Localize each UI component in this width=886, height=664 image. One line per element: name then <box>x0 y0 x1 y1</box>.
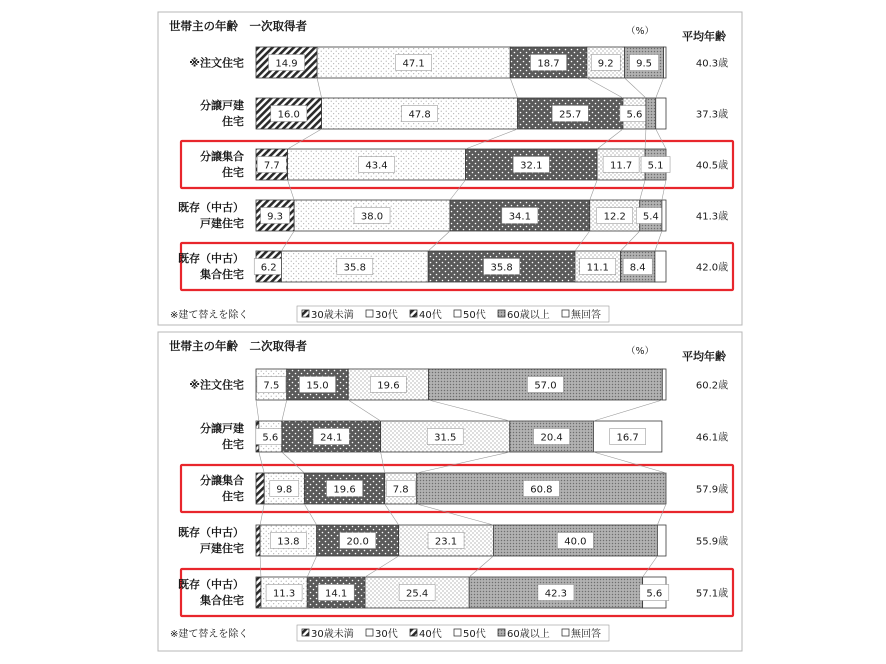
category-label: 住宅 <box>222 115 244 128</box>
connector-line <box>307 556 316 577</box>
data-label: 7.5 <box>263 380 280 392</box>
category-label: 既存（中古） <box>178 526 244 539</box>
data-label: 35.8 <box>490 262 513 274</box>
connector-line <box>590 180 597 200</box>
connector-line <box>429 400 510 421</box>
data-label: 5.6 <box>262 432 279 444</box>
category-label: 住宅 <box>222 166 244 179</box>
avg-age-header: 平均年齢 <box>682 350 726 363</box>
data-label: 34.1 <box>508 211 531 223</box>
data-label: 24.1 <box>320 432 343 444</box>
legend <box>297 625 609 641</box>
data-label: 20.4 <box>540 432 563 444</box>
connector-line <box>304 504 316 525</box>
data-label: 11.3 <box>272 588 296 600</box>
connector-line <box>662 180 666 200</box>
data-label: 19.6 <box>377 380 400 392</box>
avg-age-value: 46.1歳 <box>695 432 729 444</box>
data-label: 9.8 <box>276 484 293 496</box>
legend-swatch <box>302 310 309 317</box>
data-label: 43.4 <box>365 160 388 172</box>
chart-title: 世帯主の年齢 一次取得者 <box>169 19 307 33</box>
data-label: 14.9 <box>275 58 298 70</box>
category-label: 集合住宅 <box>200 594 244 607</box>
legend-entry: 30歳未満 <box>311 629 354 640</box>
connector-line <box>417 452 510 473</box>
data-label: 9.5 <box>636 58 653 70</box>
avg-age-value: 57.1歳 <box>695 588 729 600</box>
connector-line <box>656 78 664 98</box>
category-label: 戸建住宅 <box>200 217 244 230</box>
connector-line <box>469 556 493 577</box>
data-label: 16.7 <box>616 432 639 444</box>
connector-line <box>450 180 466 200</box>
legend-swatch <box>454 310 461 317</box>
legend <box>297 306 609 322</box>
category-label: 住宅 <box>222 490 244 503</box>
connector-line <box>655 231 662 251</box>
category-label: ※注文住宅 <box>189 56 244 70</box>
avg-age-header: 平均年齢 <box>682 30 726 43</box>
data-label: 16.0 <box>277 109 300 121</box>
connector-line <box>428 231 450 251</box>
connector-line <box>365 556 399 577</box>
avg-age-value: 41.3歳 <box>695 211 729 223</box>
legend-entry: 40代 <box>419 310 442 321</box>
category-label: 分譲集合 <box>200 474 244 487</box>
connector-line <box>260 504 264 525</box>
data-label: 15.0 <box>306 380 329 392</box>
chart-panel-1 <box>158 12 742 325</box>
bar-segment-無回答 <box>655 251 666 282</box>
data-label: 8.4 <box>629 262 646 274</box>
legend-entry: 40代 <box>419 629 442 640</box>
data-label: 60.8 <box>530 484 553 496</box>
connector-line <box>657 504 666 525</box>
data-label: 5.4 <box>642 211 659 223</box>
legend-swatch <box>498 310 505 317</box>
connector-line <box>510 78 517 98</box>
data-label: 40.0 <box>564 536 587 548</box>
data-label: 38.0 <box>360 211 384 223</box>
connector-line <box>348 400 380 421</box>
category-label: 戸建住宅 <box>200 542 244 555</box>
data-label: 5.6 <box>646 588 663 600</box>
legend-swatch <box>454 629 461 636</box>
legend-entry: 30歳未満 <box>311 310 354 321</box>
legend-swatch <box>410 629 417 636</box>
connector-line <box>259 452 264 473</box>
avg-age-value: 57.9歳 <box>695 484 729 496</box>
connector-line <box>381 452 385 473</box>
legend-entry: 30代 <box>375 310 398 321</box>
legend-swatch <box>366 629 373 636</box>
bar-segment-60歳以上 <box>646 98 656 129</box>
bar-segment-無回答 <box>662 200 666 231</box>
data-label: 12.2 <box>603 211 626 223</box>
bar-segment-無回答 <box>662 369 666 400</box>
connector-line <box>317 78 322 98</box>
connector-line <box>593 452 666 473</box>
data-label: 47.1 <box>402 58 425 70</box>
category-label: 集合住宅 <box>200 268 244 281</box>
bar-segment-無回答 <box>657 525 666 556</box>
legend-swatch <box>498 629 505 636</box>
data-label: 9.3 <box>267 211 284 223</box>
data-label: 9.2 <box>597 58 614 70</box>
legend-entry: 60歳以上 <box>507 310 550 321</box>
avg-age-value: 42.0歳 <box>695 262 729 274</box>
connector-line <box>645 129 646 149</box>
data-label: 23.1 <box>434 536 458 548</box>
bar-segment-無回答 <box>656 98 666 129</box>
legend-entry: 無回答 <box>571 310 601 321</box>
footnote: ※建て替えを除く <box>170 310 249 321</box>
connector-line <box>385 504 399 525</box>
footnote: ※建て替えを除く <box>170 629 249 640</box>
connector-line <box>417 504 494 525</box>
connector-line <box>620 231 639 251</box>
bar-segment-30歳未満 <box>256 525 260 556</box>
connector-line <box>260 556 261 577</box>
legend-swatch <box>366 310 373 317</box>
data-label: 19.6 <box>333 484 356 496</box>
avg-age-value: 40.3歳 <box>695 58 729 70</box>
avg-age-value: 60.2歳 <box>695 380 729 392</box>
avg-age-value: 37.3歳 <box>695 109 729 121</box>
data-label: 32.1 <box>520 160 543 172</box>
legend-entry: 50代 <box>463 629 486 640</box>
data-label: 18.7 <box>537 58 560 70</box>
category-label: 既存（中古） <box>178 252 244 265</box>
category-label: ※注文住宅 <box>189 378 244 392</box>
legend-swatch <box>410 310 417 317</box>
data-label: 57.0 <box>534 380 557 392</box>
avg-age-value: 55.9歳 <box>695 536 729 548</box>
unit-label: （%） <box>625 26 655 37</box>
connector-line <box>288 180 295 200</box>
connector-line <box>288 129 322 149</box>
connector-line <box>656 129 666 149</box>
legend-entry: 50代 <box>463 310 486 321</box>
chart-title: 世帯主の年齢 二次取得者 <box>169 339 307 353</box>
data-label: 11.1 <box>586 262 609 274</box>
data-label: 25.4 <box>405 588 429 600</box>
bar-segment-無回答 <box>664 47 666 78</box>
connector-line <box>575 231 590 251</box>
legend-entry: 30代 <box>375 629 398 640</box>
data-label: 35.8 <box>343 262 366 274</box>
data-label: 5.6 <box>626 109 643 121</box>
unit-label: （%） <box>625 346 655 357</box>
legend-swatch <box>562 629 569 636</box>
category-label: 住宅 <box>222 438 244 451</box>
connector-line <box>593 400 662 421</box>
category-label: 分譲戸建 <box>200 422 244 435</box>
legend-swatch <box>562 310 569 317</box>
data-label: 7.7 <box>263 160 280 172</box>
connector-line <box>643 556 658 577</box>
legend-swatch <box>302 629 309 636</box>
connector-line <box>625 78 646 98</box>
connector-line <box>640 180 645 200</box>
bar-segment-30歳未満 <box>256 473 264 504</box>
connector-line <box>597 129 623 149</box>
data-label: 5.1 <box>647 160 664 172</box>
data-label: 13.8 <box>277 536 300 548</box>
connector-line <box>256 400 259 421</box>
legend-entry: 60歳以上 <box>507 629 550 640</box>
data-label: 7.8 <box>392 484 409 496</box>
bar-segment-30歳未満 <box>256 577 261 608</box>
avg-age-value: 40.5歳 <box>695 160 729 172</box>
data-label: 42.3 <box>544 588 568 600</box>
connector-line <box>587 78 623 98</box>
data-label: 20.0 <box>346 536 369 548</box>
data-label: 6.2 <box>260 262 277 274</box>
data-label: 31.5 <box>434 432 457 444</box>
category-label: 分譲集合 <box>200 150 244 163</box>
data-label: 47.8 <box>408 109 431 121</box>
data-label: 11.7 <box>609 160 633 172</box>
chart-panel-2 <box>158 332 742 651</box>
category-label: 分譲戸建 <box>200 99 244 112</box>
legend-entry: 無回答 <box>571 629 601 640</box>
connector-line <box>281 231 294 251</box>
data-label: 14.1 <box>325 588 348 600</box>
connector-line <box>282 400 287 421</box>
connector-line <box>466 129 518 149</box>
data-label: 25.7 <box>559 109 582 121</box>
category-label: 既存（中古） <box>178 201 244 214</box>
connector-line <box>282 452 305 473</box>
category-label: 既存（中古） <box>178 578 244 591</box>
